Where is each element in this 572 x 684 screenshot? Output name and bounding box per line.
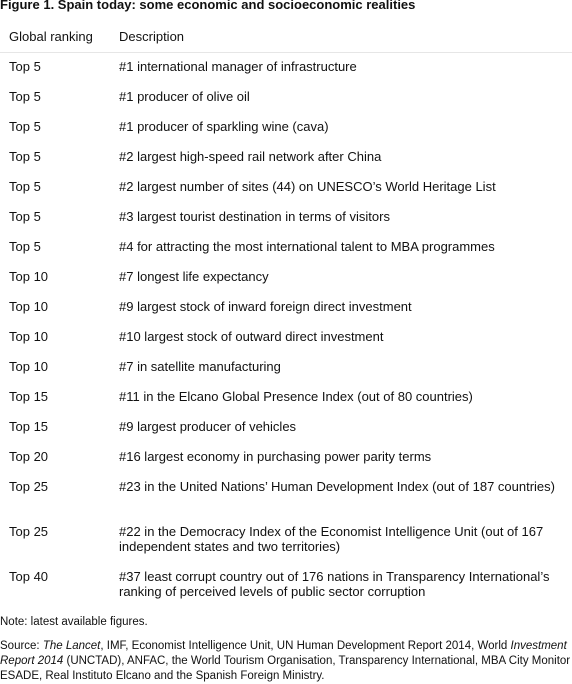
table-row (0, 323, 572, 353)
header-global-ranking: Global ranking (0, 22, 110, 53)
rank-cell: Top 10 (9, 269, 49, 284)
rank-cell: Top 5 (9, 179, 41, 194)
description-cell: #23 in the United Nations’ Human Development Index (out of 187 countries) (119, 479, 555, 494)
description-cell: #1 international manager of infrastructure (119, 59, 357, 74)
description-cell: #4 for attracting the most international talent to MBA programmes (119, 239, 495, 254)
rank-cell: Top 5 (9, 59, 41, 74)
description-cell: #3 largest tourist destination in terms of visitors (119, 209, 390, 224)
source-text-part2: (UNCTAD), ANFAC, the World Tourism Organisation, Transparency International, MBA City Monitor ESADE, Real Instituto Elcano and the Spanish Foreign Ministry. (0, 655, 571, 682)
table-row (0, 473, 572, 518)
table-row (0, 563, 572, 608)
description-cell: #11 in the Elcano Global Presence Index (out of 80 countries) (119, 389, 473, 404)
table-row (0, 173, 572, 203)
description-cell: #37 least corrupt country out of 176 nations in Transparency International’s ranking of perceived levels of public sector corruption (119, 569, 550, 599)
table-header-row (0, 22, 572, 53)
rank-cell: Top 20 (9, 449, 49, 464)
table-row (0, 413, 572, 443)
description-cell: #2 largest high-speed rail network after China (119, 149, 382, 164)
ranking-table (0, 22, 572, 608)
table-row (0, 143, 572, 173)
rank-cell: Top 5 (9, 209, 41, 224)
table-row (0, 293, 572, 323)
source-lancet-title: The Lancet (42, 640, 101, 652)
table-row (0, 518, 572, 563)
description-cell: #7 in satellite manufacturing (119, 359, 281, 374)
rank-cell: Top 40 (9, 569, 49, 584)
description-cell: #22 in the Democracy Index of the Economist Intelligence Unit (out of 167 independent states and two territories) (119, 524, 544, 554)
source-wir-title: Investment Report 2014 (0, 640, 567, 667)
rank-cell: Top 10 (9, 299, 49, 314)
figure-title: Figure 1. Spain today: some economic and socioeconomic realities (0, 0, 416, 12)
header-description: Description (110, 22, 572, 53)
description-cell: #2 largest number of sites (44) on UNESCO’s World Heritage List (119, 179, 496, 194)
rank-cell: Top 10 (9, 329, 49, 344)
table-row (0, 383, 572, 413)
source-prefix: Source: (0, 640, 43, 652)
rank-cell: Top 10 (9, 359, 49, 374)
table-row (0, 263, 572, 293)
rank-cell: Top 5 (9, 89, 41, 104)
description-cell: #7 longest life expectancy (119, 269, 269, 284)
table-row (0, 233, 572, 263)
description-cell: #10 largest stock of outward direct investment (119, 329, 384, 344)
rank-cell: Top 15 (9, 419, 49, 434)
rank-cell: Top 5 (9, 149, 41, 164)
description-cell: #16 largest economy in purchasing power parity terms (119, 449, 432, 464)
description-cell: #1 producer of sparkling wine (cava) (119, 119, 329, 134)
source-text-part1: , IMF, Economist Intelligence Unit, UN Human Development Report 2014, World (100, 640, 511, 652)
description-cell: #9 largest stock of inward foreign direct investment (119, 299, 412, 314)
rank-cell: Top 5 (9, 239, 41, 254)
table-row (0, 353, 572, 383)
table-row (0, 83, 572, 113)
table-row (0, 113, 572, 143)
rank-cell: Top 25 (9, 479, 49, 494)
description-cell: #1 producer of olive oil (119, 89, 250, 104)
rank-cell: Top 15 (9, 389, 49, 404)
table-note: Note: latest available figures. (0, 616, 148, 628)
table-row (0, 53, 572, 84)
rank-cell: Top 5 (9, 119, 41, 134)
table-row (0, 443, 572, 473)
source-note (0, 639, 572, 684)
rank-cell: Top 25 (9, 524, 49, 539)
table-row (0, 203, 572, 233)
description-cell: #9 largest producer of vehicles (119, 419, 297, 434)
